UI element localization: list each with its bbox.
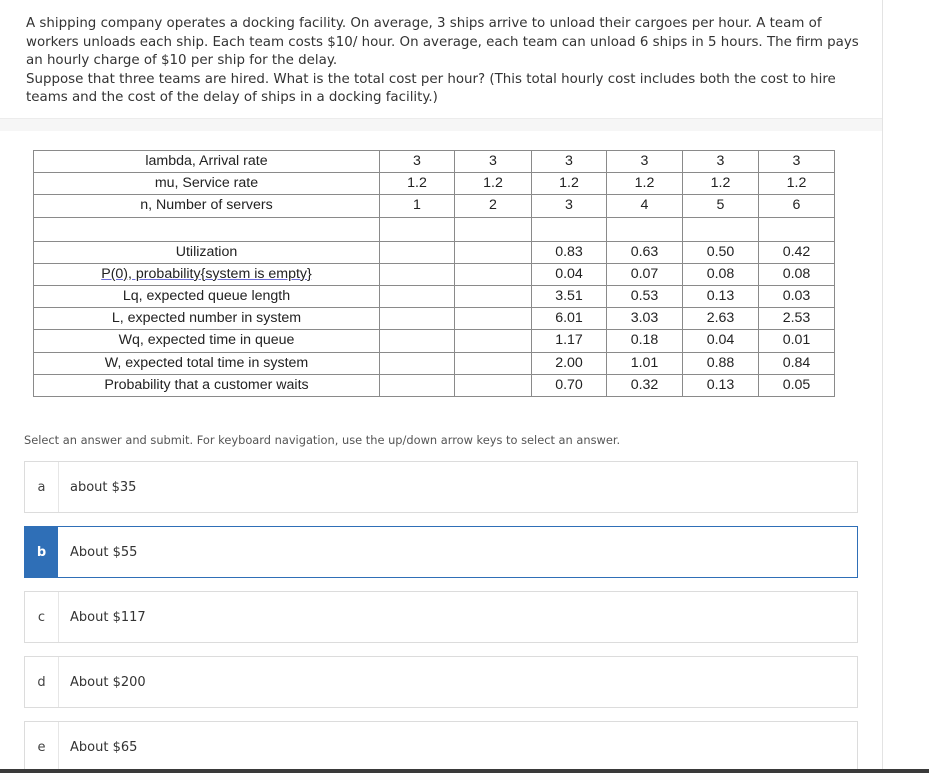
row-label: Utilization <box>34 241 380 263</box>
table-row <box>34 263 835 285</box>
table-row <box>34 308 835 330</box>
answer-instructions: Select an answer and submit. For keyboard navigation, use the up/down arrow keys to select an answer. <box>24 433 621 447</box>
table-cell: 3 <box>380 151 455 173</box>
option-text: about $35 <box>70 479 137 495</box>
table-cell: 0.70 <box>532 374 607 396</box>
table-spacer-row <box>34 217 835 241</box>
answer-option-c[interactable] <box>24 591 858 643</box>
window-bottom-edge <box>0 769 929 773</box>
table-cell: 0.13 <box>683 374 759 396</box>
table-cell <box>455 352 532 374</box>
question-text <box>26 15 866 108</box>
row-label: mu, Service rate <box>34 173 380 195</box>
table-cell: 0.84 <box>759 352 835 374</box>
table-row <box>34 352 835 374</box>
table-cell: 0.63 <box>607 241 683 263</box>
table-cell: 0.03 <box>759 285 835 307</box>
table-cell: 3.51 <box>532 285 607 307</box>
option-text: About $65 <box>70 739 138 755</box>
answer-option-e[interactable] <box>24 721 858 773</box>
table-cell: 3 <box>683 151 759 173</box>
table-cell <box>455 241 532 263</box>
option-letter: d <box>25 657 59 707</box>
table-cell: 0.04 <box>532 263 607 285</box>
table-cell <box>380 374 455 396</box>
table-cell: 3 <box>455 151 532 173</box>
table-cell: 0.01 <box>759 330 835 352</box>
row-label: Probability that a customer waits <box>34 374 380 396</box>
table-cell: 6 <box>759 195 835 217</box>
row-label <box>34 263 380 285</box>
table-cell <box>380 263 455 285</box>
table-cell: 0.05 <box>759 374 835 396</box>
table-cell: 0.83 <box>532 241 607 263</box>
table-cell <box>455 330 532 352</box>
table-cell: 0.32 <box>607 374 683 396</box>
row-label: L, expected number in system <box>34 308 380 330</box>
table-cell: 4 <box>607 195 683 217</box>
table-cell: 1 <box>380 195 455 217</box>
option-text: About $117 <box>70 609 146 625</box>
table-row <box>34 285 835 307</box>
table-row <box>34 151 835 173</box>
option-letter: c <box>25 592 59 642</box>
table-cell: 3 <box>532 195 607 217</box>
table-cell: 0.88 <box>683 352 759 374</box>
answer-option-a[interactable] <box>24 461 858 513</box>
table-cell: 1.2 <box>607 173 683 195</box>
option-text: About $55 <box>70 544 138 560</box>
table-cell: 3.03 <box>607 308 683 330</box>
table-cell: 0.18 <box>607 330 683 352</box>
table-cell: 0.53 <box>607 285 683 307</box>
row-label: lambda, Arrival rate <box>34 151 380 173</box>
table-cell <box>455 285 532 307</box>
table-cell: 1.2 <box>759 173 835 195</box>
table-cell: 3 <box>532 151 607 173</box>
table-cell <box>455 374 532 396</box>
answer-option-d[interactable] <box>24 656 858 708</box>
option-letter: a <box>25 462 59 512</box>
table-cell: 6.01 <box>532 308 607 330</box>
row-label: n, Number of servers <box>34 195 380 217</box>
option-letter: e <box>25 722 59 772</box>
question-paragraph-1: A shipping company operates a docking facility. On average, 3 ships arrive to unload their cargoes per hour. A team of workers unloads each ship. Each team costs $10/ hour. On average, each team can unload 6 ships in 5 hours. The firm pays an hourly charge of $10 per ship for the delay. <box>26 16 859 68</box>
table-cell: 2.53 <box>759 308 835 330</box>
table-cell: 0.04 <box>683 330 759 352</box>
table-cell <box>380 352 455 374</box>
table-cell: 1.17 <box>532 330 607 352</box>
option-text: About $200 <box>70 674 146 690</box>
table-cell <box>380 330 455 352</box>
table-cell: 0.08 <box>759 263 835 285</box>
table-row <box>34 173 835 195</box>
table-cell <box>380 308 455 330</box>
table-cell: 1.2 <box>455 173 532 195</box>
table-cell: 0.50 <box>683 241 759 263</box>
table-cell: 0.08 <box>683 263 759 285</box>
table-cell <box>380 241 455 263</box>
table-cell: 5 <box>683 195 759 217</box>
row-label: W, expected total time in system <box>34 352 380 374</box>
table-row <box>34 241 835 263</box>
table-cell: 1.01 <box>607 352 683 374</box>
table-row <box>34 374 835 396</box>
table-cell: 1.2 <box>532 173 607 195</box>
table-cell <box>380 285 455 307</box>
table-cell <box>455 263 532 285</box>
queue-results-table <box>33 150 835 397</box>
table-cell: 0.13 <box>683 285 759 307</box>
table-row <box>34 330 835 352</box>
row-label: Lq, expected queue length <box>34 285 380 307</box>
table-cell: 2.00 <box>532 352 607 374</box>
table-cell: 3 <box>759 151 835 173</box>
p0-label: P(0), probability{system is empty} <box>101 265 312 282</box>
question-paragraph-2: Suppose that three teams are hired. What is the total cost per hour? (This total hourly cost includes both the cost to hire teams and the cost of the delay of ships in a docking facility.) <box>26 71 836 105</box>
table-row <box>34 195 835 217</box>
row-label: Wq, expected time in queue <box>34 330 380 352</box>
table-cell: 2 <box>455 195 532 217</box>
table-cell: 1.2 <box>380 173 455 195</box>
table-cell: 0.07 <box>607 263 683 285</box>
section-divider <box>0 118 882 131</box>
table-cell: 3 <box>607 151 683 173</box>
table-cell: 2.63 <box>683 308 759 330</box>
answer-option-b[interactable] <box>24 526 858 578</box>
table-cell <box>455 308 532 330</box>
option-letter: b <box>25 527 58 577</box>
table-cell: 1.2 <box>683 173 759 195</box>
table-cell: 0.42 <box>759 241 835 263</box>
